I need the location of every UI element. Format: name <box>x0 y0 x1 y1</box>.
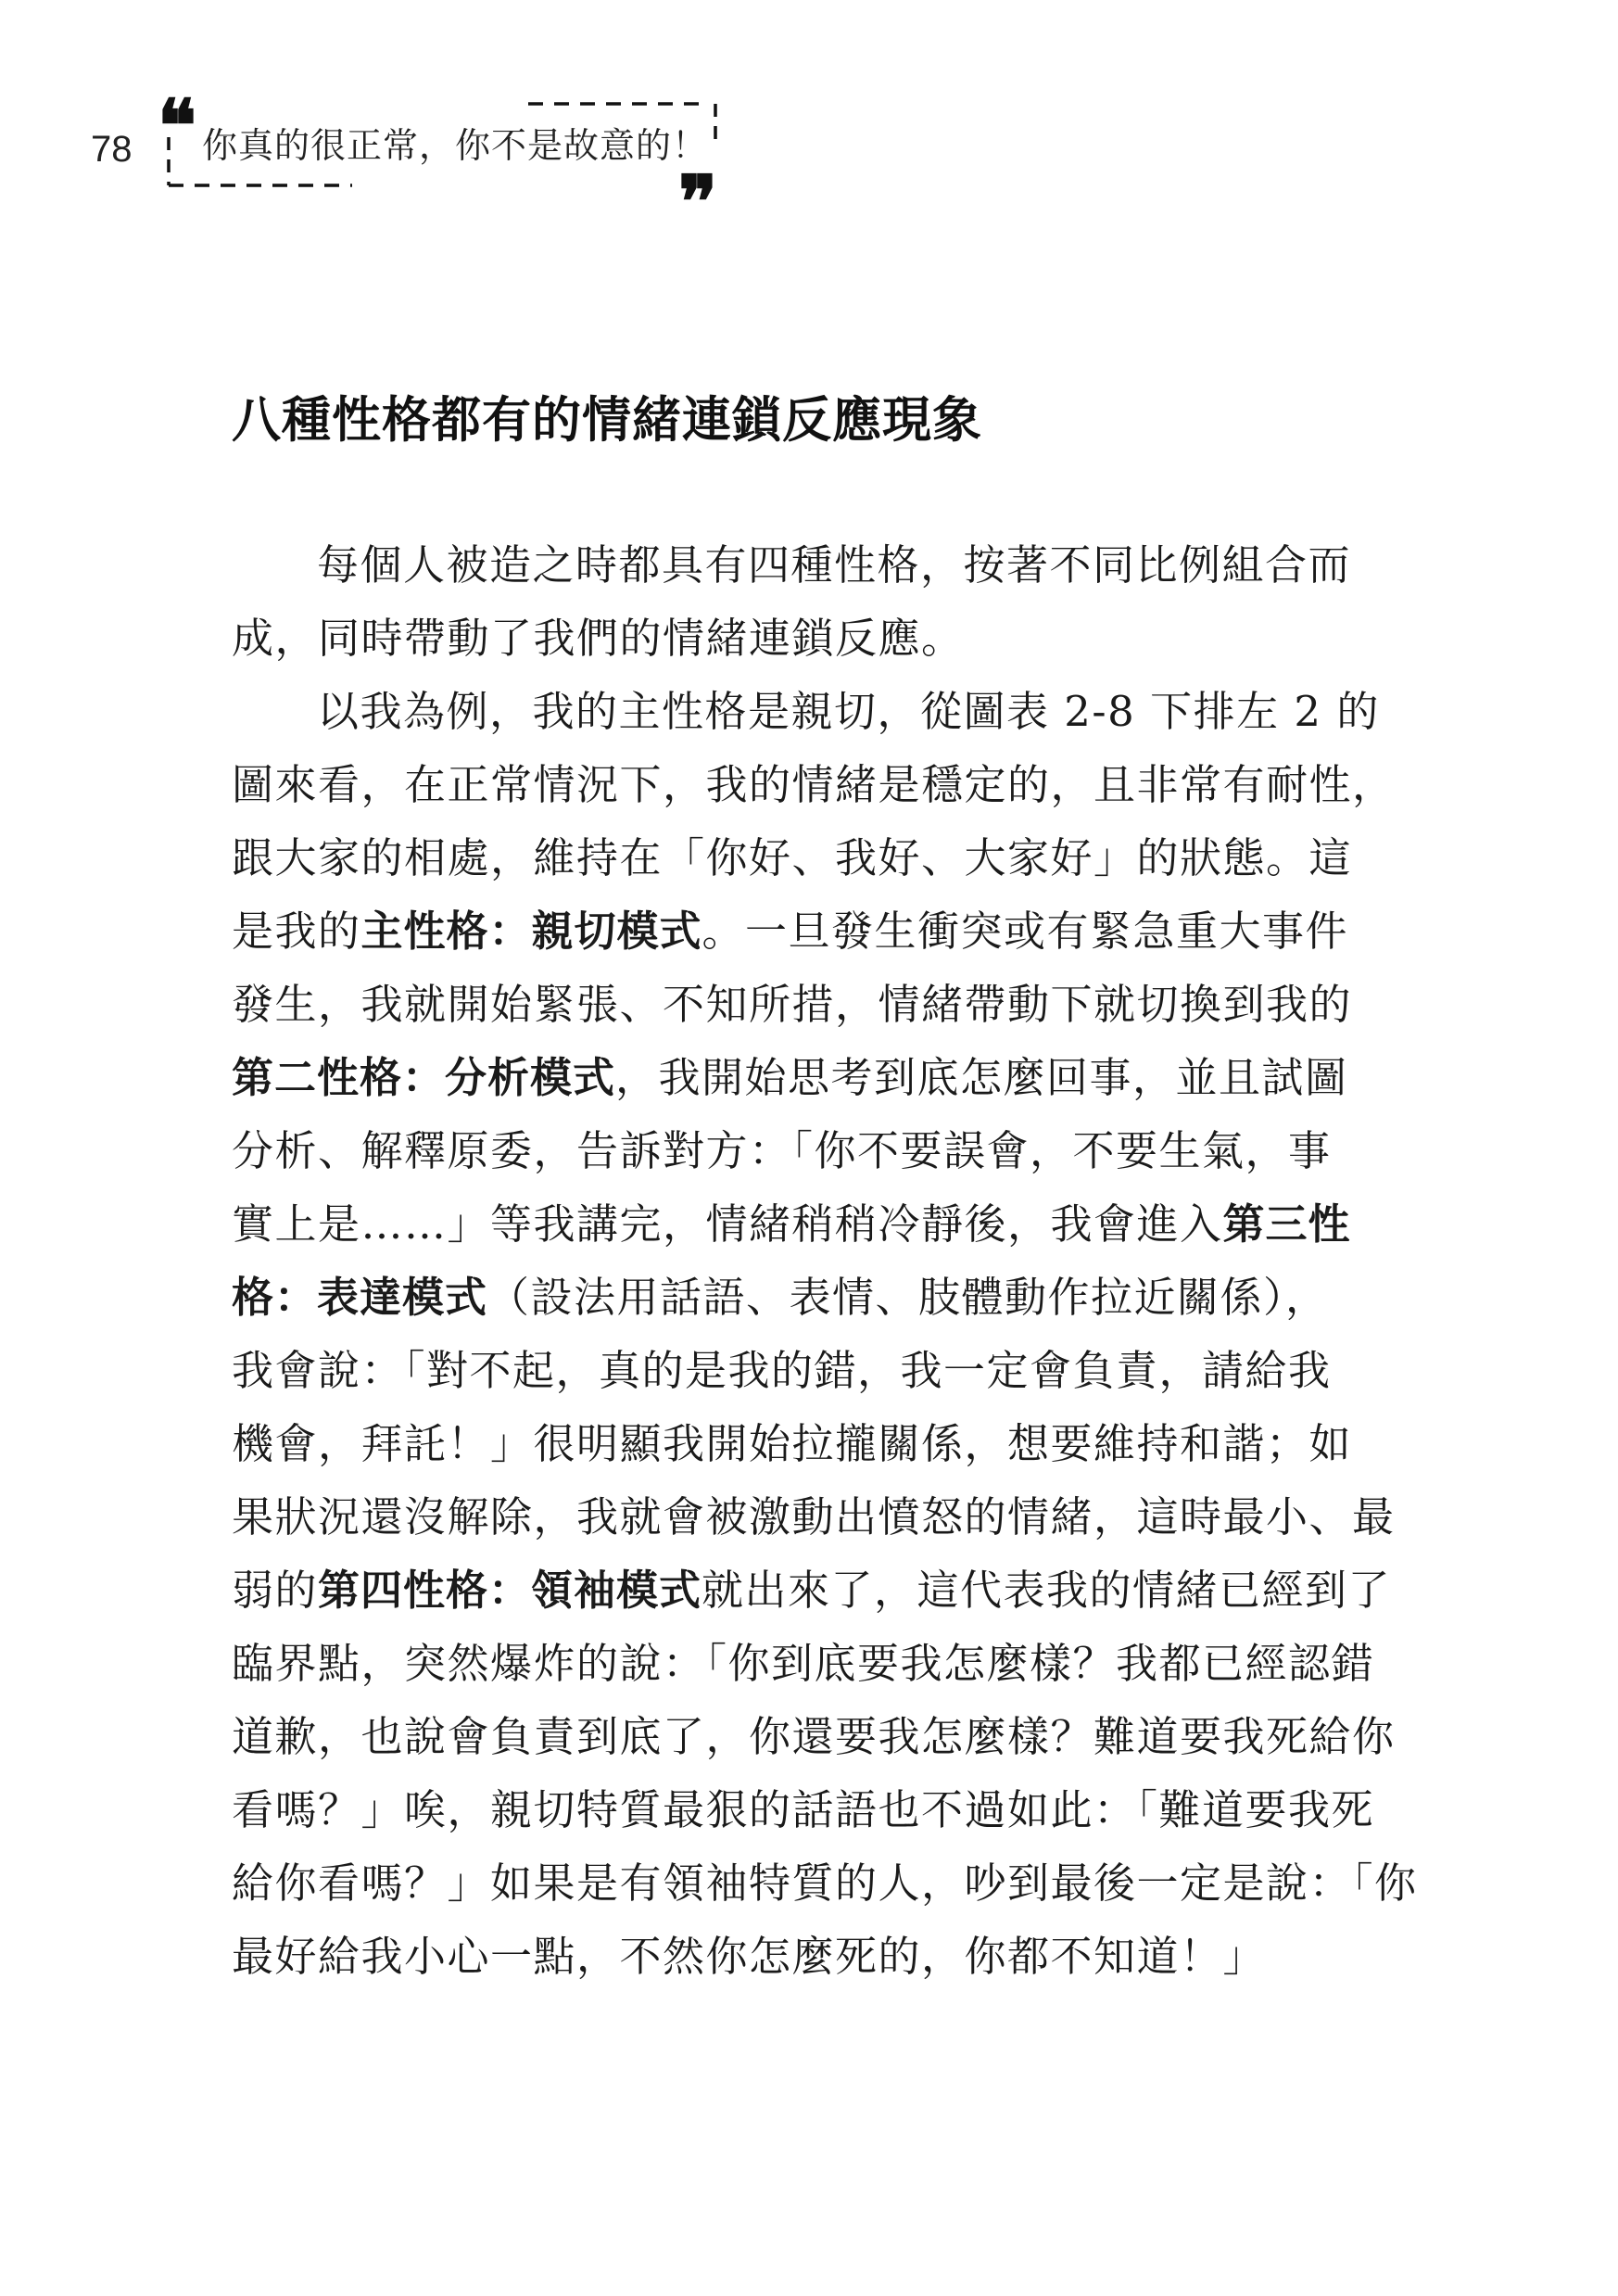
text-run: 。一旦發生衝突或有緊急重大事件 <box>702 907 1349 956</box>
text-run: 每個人被造之時都具有四種性格，按著不同比例組合而 <box>317 540 1352 590</box>
text-run: 跟大家的相處，維持在「你好、我好、大家好」的狀態。這 <box>232 833 1353 882</box>
bold-term: 第二性格：分析模式 <box>232 1053 616 1102</box>
text-run: 發生，我就開始緊張、不知所措，情緒帶動下就切換到我的 <box>232 980 1353 1029</box>
paragraph-line <box>232 894 1381 968</box>
paragraph-line <box>232 1041 1381 1114</box>
body-text <box>232 528 1418 1993</box>
paragraph-line <box>232 1627 1381 1700</box>
text-run: 圖來看，在正常情況下，我的情緒是穩定的，且非常有耐性， <box>232 760 1396 809</box>
open-quote-icon: ❝ <box>158 86 196 167</box>
text-run: ，我開始思考到底怎麼回事，並且試圖 <box>615 1053 1348 1102</box>
bold-term: 第四性格：領袖模式 <box>318 1566 702 1615</box>
page-number: 78 <box>91 129 133 170</box>
paragraph-line <box>232 1480 1396 1554</box>
text-run: 機會，拜託！」很明顯我開始拉攏關係，想要維持和諧；如 <box>232 1419 1353 1468</box>
bold-term: 格：表達模式 <box>232 1273 488 1322</box>
paragraph-line <box>232 1407 1381 1480</box>
text-run: 給你看嗎？」如果是有領袖特質的人，吵到最後一定是說：「你 <box>232 1858 1418 1908</box>
running-header <box>0 0 834 241</box>
text-run: （設法用話語、表情、肢體動作拉近關係）， <box>487 1273 1329 1322</box>
text-run: 臨界點，突然爆炸的說：「你到底要我怎麼樣？我都已經認錯 <box>232 1639 1375 1688</box>
paragraph-line <box>232 602 1381 675</box>
text-run: 以我為例，我的主性格是親切，從圖表 2-8 下排左 2 的 <box>317 687 1380 736</box>
text-run: 道歉，也說會負責到底了，你還要我怎麼樣？難道要我死給你 <box>232 1712 1396 1761</box>
text-run: 分析、解釋原委，告訴對方：「你不要誤會，不要生氣，事 <box>232 1126 1332 1175</box>
text-run: 果狀況還沒解除，我就會被激動出憤怒的情緒，這時最小、最 <box>232 1492 1396 1541</box>
text-run: 就出來了，這代表我的情緒已經到了 <box>702 1566 1392 1615</box>
paragraph-line <box>232 1846 1418 1920</box>
text-run: 看嗎？」唉，親切特質最狠的話語也不過如此：「難道要我死 <box>232 1785 1375 1834</box>
running-title: 你真的很正常，你不是故意的！ <box>202 125 709 166</box>
paragraph-line <box>232 528 1381 602</box>
text-run: 成，同時帶動了我們的情緒連鎖反應。 <box>232 614 965 663</box>
paragraph-line <box>232 1187 1381 1261</box>
paragraph-line <box>232 968 1381 1041</box>
text-run: 最好給我小心一點，不然你怎麼死的，你都不知道！」 <box>232 1932 1267 1981</box>
paragraph-line <box>232 1261 1381 1334</box>
bold-term: 主性格：親切模式 <box>360 907 702 956</box>
text-run: 我會說：「對不起，真的是我的錯，我一定會負責，請給我 <box>232 1346 1332 1395</box>
paragraph-line <box>232 1773 1381 1846</box>
paragraph-line <box>232 1334 1381 1407</box>
paragraph-line <box>232 675 1381 748</box>
text-run: 實上是……」等我講完，情緒稍稍冷靜後，我會進入 <box>232 1199 1223 1249</box>
paragraph-line <box>232 1920 1381 1993</box>
paragraph-line <box>232 1554 1392 1627</box>
section-title: 八種性格都有的情緒連鎖反應現象 <box>232 392 982 449</box>
paragraph-line <box>232 821 1381 894</box>
text-run: 弱的 <box>232 1566 319 1615</box>
close-quote-icon: ❞ <box>678 162 717 243</box>
paragraph-line <box>232 748 1396 821</box>
bold-term: 第三性 <box>1222 1199 1351 1249</box>
text-run: 是我的 <box>232 907 361 956</box>
paragraph-line <box>232 1114 1381 1187</box>
paragraph-line <box>232 1700 1396 1773</box>
